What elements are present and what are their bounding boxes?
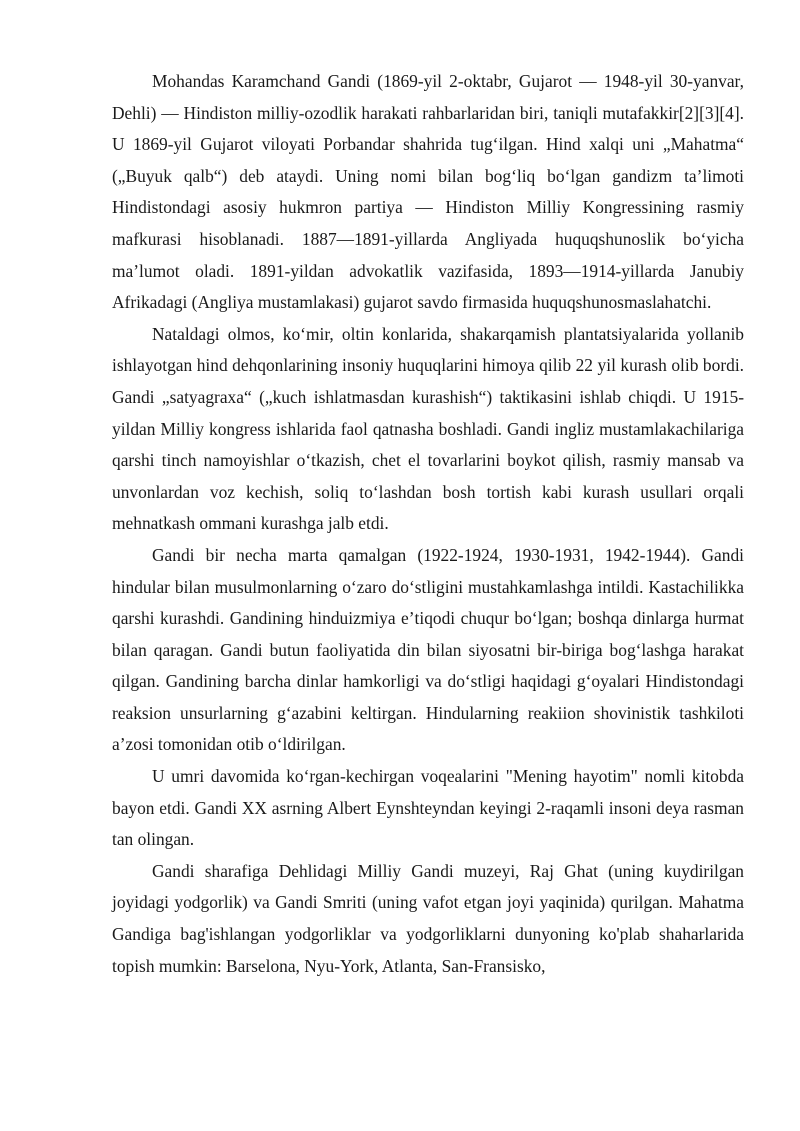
document-page	[112, 66, 744, 982]
paragraph-natal-struggle: Nataldagi olmos, koʻmir, oltin konlarida, shakarqamish plantatsiyalarida yollanib ishlayotgan hind dehqonlarining insoniy huquqlarini himoya qilib 22 yil kurash olib bordi. Gandi „satyagraxa“ („kuch ishlatmasdan kurashish“) taktikasini ishlab chiqdi. U 1915-yildan Milliy kongress ishlarida faol qatnasha boshladi. Gandi ingliz mustamlakachilariga qarshi tinch namoyishlar oʻtkazish, chet el tovarlarini boykot qilish, rasmiy mansab va unvonlardan voz kechish, soliq toʻlashdan bosh tortish kabi kurash usullari orqali mehnatkash ommani kurashga jalb etdi.	[112, 323, 744, 534]
paragraph-imprisonment-religion: Gandi bir necha marta qamalgan (1922-1924, 1930-1931, 1942-1944). Gandi hindular bilan musulmonlarning oʻzaro doʻstligini mustahkamlashga intildi. Kastachilikka qarshi kurashdi. Gandining hinduizmiya eʼtiqodi chuqur boʻlgan; boshqa dinlarga hurmat bilan qaragan. Gandi butun faoliyatida din bilan siyosatni bir-biriga bogʻlashga harakat qilgan. Gandining barcha dinlar hamkorligi va doʻstligi haqidagi gʻoyalari Hindistondagi reaksion unsurlarning gʻazabini keltirgan. Hindularning reakiion shovinistik tashkiloti aʼzosi tomonidan otib oʻldirilgan.	[112, 544, 744, 755]
paragraph-memorials: Gandi sharafiga Dehlidagi Milliy Gandi muzeyi, Raj Ghat (uning kuydirilgan joyidagi yodgorlik) va Gandi Smriti (uning vafot etgan joyi yaqinida) qurilgan. Mahatma Gandiga bag'ishlangan yodgorliklar va yodgorliklarni dunyoning ko'plab shaharlarida topish mumkin: Barselona, Nyu-York, Atlanta, San-Fransisko,	[112, 860, 744, 976]
paragraph-autobiography: U umri davomida koʻrgan-kechirgan voqealarini "Mening hayotim" nomli kitobda bayon etdi. Gandi XX asrning Albert Eynshteyndan keyingi 2-raqamli insoni deya rasman tan olingan.	[112, 766, 744, 850]
paragraph-biography-intro: Mohandas Karamchand Gandi (1869-yil 2-oktabr, Gujarot — 1948-yil 30-yanvar, Dehli) — Hindiston milliy-ozodlik harakati rahbarlaridan biri, taniqli mutafakkir[2][3][4]. U 1869-yil Gujarot viloyati Porbandar shahrida tugʻilgan. Hind xalqi uni „Mahatma“ („Buyuk qalb“) deb ataydi. Uning nomi bilan bogʻliq boʻlgan gandizm taʼlimoti Hindistondagi asosiy hukmron partiya — Hindiston Milliy Kongressining rasmiy mafkurasi hisoblanadi. 1887—1891-yillarda Angliyada huquqshunoslik boʻyicha maʼlumot oladi. 1891-yildan advokatlik vazifasida, 1893—1914-yillarda Janubiy Afrikadagi (Angliya mustamlakasi) gujarot savdo firmasida huquqshunosmaslahatchi.	[112, 71, 744, 313]
